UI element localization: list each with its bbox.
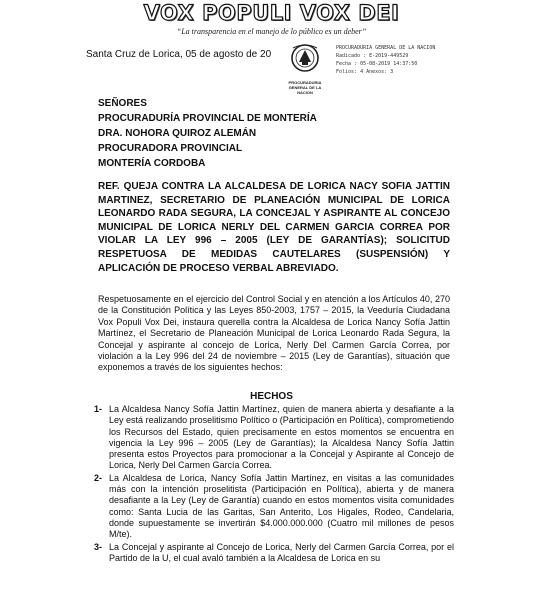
addressee-line: SEÑORES	[98, 98, 147, 109]
stamp-folios: Folios: 4 Anexos: 3	[336, 69, 394, 75]
addressee-line: DRA. NOHORA QUIROZ ALEMÁN	[98, 128, 257, 139]
hecho-text: La Alcaldesa Nancy Sofía Jattin Martínez, quien de manera abierta y desafiante a la Ley está realizando proselitismo Político o (Participación en Política), comprometiendo los Recursos del Estado, quien precisamente en estos momentos se encuentra en vigencia la Ley 996 – 2005 (Ley de Garantías); la Alcaldesa Nancy Sofía Jattin presenta estos Proyectos para promocionar a la Concejal y Aspirante al Concejo de Lorica, Nerly Del Carmen García Correa.	[109, 404, 454, 471]
addressee-line: MONTERÍA CORDOBA	[98, 158, 206, 169]
masthead-title: VOX POPULI VOX DEI	[143, 1, 400, 25]
hecho-text: La Concejal y aspirante al Concejo de Lorica, Nerly del Carmen García Correa, por el Partido de la U, el cual avaló también a la Alcaldesa de Lorica en su	[109, 541, 454, 563]
addressee-block	[98, 96, 317, 171]
stamp-radicado: Radicado : E-2019-449529	[336, 53, 409, 59]
reference-subject: REF. QUEJA CONTRA LA ALCALDESA DE LORICA NACY SOFIA JATTIN MARTINEZ, SECRETARIO DE PLANEACIÓN MUNICIPAL DE LORICA LEONARDO RADA SEGURA, LA CONCEJAL Y ASPIRANTE AL CONCEJO MUNICIPAL DE LORICA NERLY DEL CARMEN GARCIA CORREA POR VIOLAR LA LEY 996 – 2005 (LEY DE GARANTÍAS); SOLICITUD RESPETUOSA DE MEDIDAS CAUTELARES (SUSPENSIÓN) Y APLICACIÓN DE PROCESO VERBAL ABREVIADO.	[98, 181, 450, 274]
hecho-item	[94, 404, 454, 472]
hechos-list	[94, 404, 454, 565]
hecho-text: La Alcaldesa de Lorica, Nancy Sofía Jattin Martínez, en visitas a las comunidades más con la intención proselitista (Participación en Política), abierta y de manera desafiante a la Ley (Ley de Garantía) cuando en estos momentos visita comunidades como: Santa Lucia de las Garitas, San Anterito, Los Higales, Rodeo, Candelaria, donde supuestamente se invertirán $4.000.000.000 (Cuatro mil millones de pesos M/te).	[109, 472, 454, 540]
hecho-number: 3-	[94, 541, 103, 552]
hechos-heading: HECHOS	[250, 391, 293, 402]
addressee-line: PROCURADURÍA PROVINCIAL DE MONTERÍA	[98, 113, 317, 124]
seal-caption: PROCURADURIA GENERAL DE LA NACION	[288, 80, 322, 95]
addressee-line: PROCURADORA PROVINCIAL	[98, 143, 243, 154]
hecho-number: 1-	[94, 404, 103, 414]
stamp-fecha: Fecha : 05-08-2019 14:37:50	[336, 61, 418, 67]
filing-stamp	[336, 44, 456, 76]
hecho-number: 2-	[94, 472, 103, 483]
masthead-motto: “La transparencia en el manejo de lo público es un deber”	[176, 27, 367, 36]
hecho-item	[94, 542, 454, 565]
hecho-item	[94, 473, 454, 541]
place-date: Santa Cruz de Lorica, 05 de agosto de 20	[86, 49, 272, 60]
stamp-agency: PROCURADURIA GENERAL DE LA NACION	[336, 45, 436, 51]
intro-paragraph: Respetuosamente en el ejercicio del Control Social y en atención a los Artículos 40, 270 de la Constitución Política y las Leyes 850-2003, 1757 – 2015, la Veeduría Ciudadana Vox Populi Vox Dei, instaura querella contra la Alcaldesa de Lorica Nancy Sofía Jattin Martínez, el Secretario de Planeación Municipal de Lorica Leonardo Rada Segura, la Concejal y aspirante al concejo de Lorica, Nerly Del Carmen García Correa, por violación a la Ley 996 del 24 de noviembre – 2015 (Ley de Garantías), situación que exponemos a través de los siguientes hechos:	[98, 294, 450, 373]
